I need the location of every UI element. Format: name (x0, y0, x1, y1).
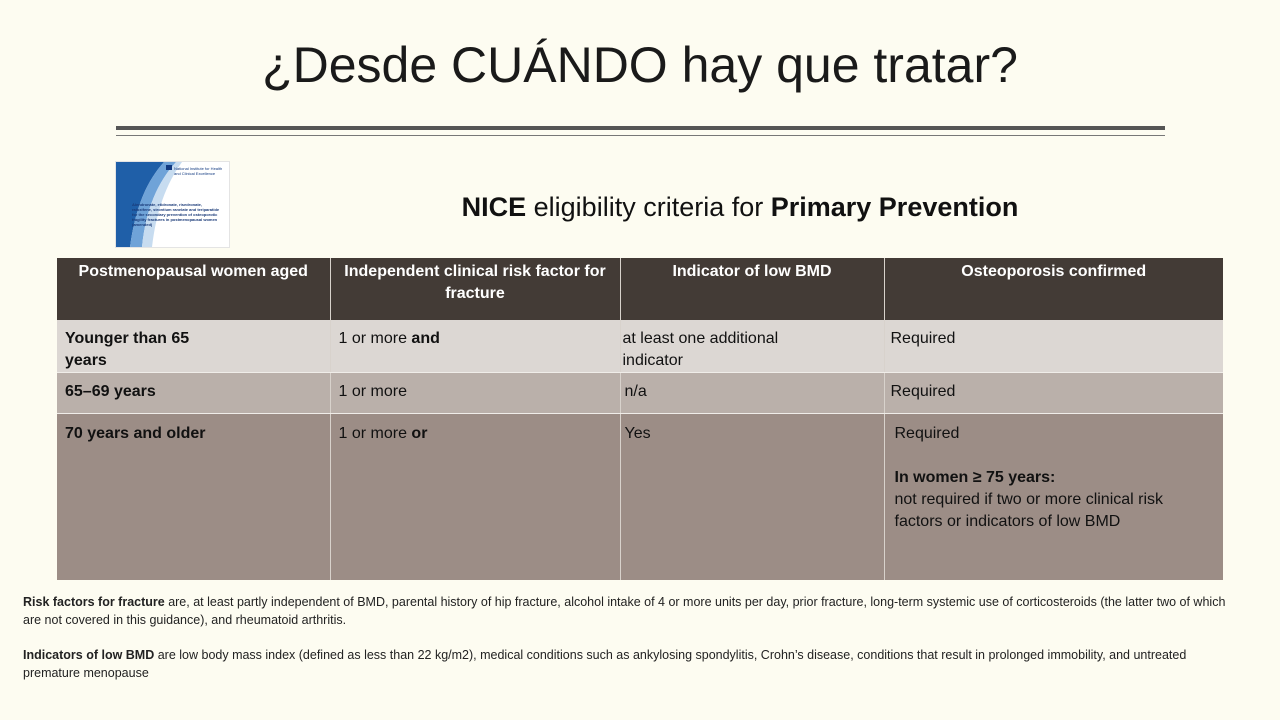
cell-osteo-note: not required if two or more clinical risk factors or indicators of low BMD (894, 491, 1164, 530)
cell-risk (330, 320, 620, 373)
cell-risk-bold: and (411, 330, 440, 347)
risk-factors-note (23, 593, 1233, 629)
cell-risk-text: 1 or more (338, 330, 412, 347)
subtitle-middle: eligibility criteria for (526, 192, 771, 222)
footnotes (23, 593, 1233, 699)
table-row (57, 373, 1223, 414)
cover-title-text: Alendronate, etidronate, risedronate, raloxifene, strontium ranelate and teriparatide for the secondary prevention of osteoporotic fragility fractures in postmenopausal women (amended) (132, 202, 220, 227)
cell-risk: 1 or more (330, 373, 620, 414)
subtitle-primary-prevention: Primary Prevention (770, 192, 1019, 222)
cell-age: Younger than 65 years (57, 320, 330, 373)
header-risk-factor: Independent clinical risk factor for fracture (330, 258, 620, 320)
table-row (57, 320, 1223, 373)
bmd-indicators-note (23, 646, 1233, 682)
table-subtitle (300, 192, 1180, 223)
cell-osteo (884, 414, 1223, 580)
cover-logo-text: National Institute for Health and Clinical Excellence (174, 166, 223, 176)
title-divider-thin (116, 135, 1165, 136)
risk-factors-note-text: are, at least partly independent of BMD, parental history of hip fracture, alcohol intake of 4 or more units per day, prior fracture, long-term systemic use of corticosteroids (the latter two of which are not covered in this guidance), and rheumatoid arthritis. (23, 595, 1226, 627)
cell-risk-text: 1 or more (338, 425, 412, 442)
cell-age: 70 years and older (57, 414, 330, 580)
slide-title: ¿Desde CUÁNDO hay que tratar? (262, 37, 1018, 93)
subtitle-nice: NICE (461, 192, 527, 222)
cell-age: 65–69 years (57, 373, 330, 414)
cell-osteo-required: Required (894, 425, 960, 442)
cell-osteo: Required (884, 320, 1223, 373)
cell-bmd: n/a (620, 373, 884, 414)
cell-risk (330, 414, 620, 580)
nice-guidance-cover-thumbnail (115, 161, 230, 248)
cell-risk-bold: or (411, 425, 428, 442)
risk-factors-note-heading: Risk factors for fracture (23, 595, 165, 609)
bmd-indicators-note-heading: Indicators of low BMD (23, 648, 155, 662)
eligibility-criteria-table (57, 258, 1223, 580)
header-low-bmd: Indicator of low BMD (620, 258, 884, 320)
title-divider-thick (116, 126, 1165, 130)
bmd-indicators-note-text: are low body mass index (defined as less than 22 kg/m2), medical conditions such as ankylosing spondylitis, Crohn’s disease, conditions that result in prolonged immobility, and untreated premature menopause (23, 648, 1187, 680)
cell-bmd: Yes (620, 414, 884, 580)
table-header-row (57, 258, 1223, 320)
cell-osteo-note-heading: In women ≥ 75 years: (894, 469, 1056, 486)
cell-bmd: at least one additional indicator (620, 320, 884, 373)
cell-osteo: Required (884, 373, 1223, 414)
table-row (57, 414, 1223, 580)
header-age: Postmenopausal women aged (57, 258, 330, 320)
header-osteoporosis: Osteoporosis confirmed (884, 258, 1223, 320)
